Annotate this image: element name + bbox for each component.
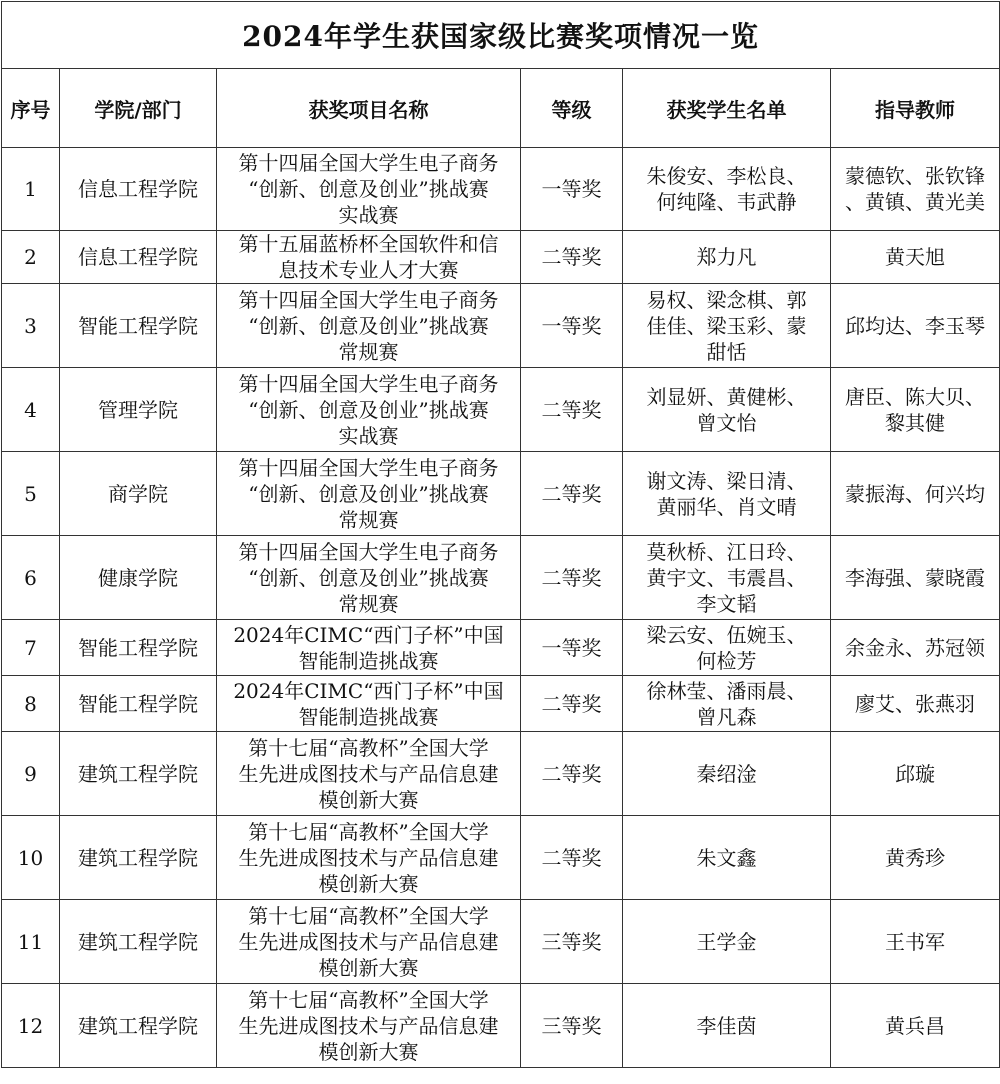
table-row [2, 732, 1000, 816]
cell-students-line: 郑力凡 [696, 245, 757, 269]
cell-project-line: 息技术专业人才大赛 [278, 258, 459, 282]
cell-students-line: 甜恬 [706, 339, 747, 364]
cell-teachers-line: 蒙德钦、张钦锋 [845, 164, 986, 188]
cell-project [217, 816, 521, 900]
cell-project [217, 284, 521, 368]
header-index: 序号 [2, 69, 60, 148]
cell-teachers [831, 368, 1000, 452]
cell-teachers-line: 唐臣、陈大贝、 [845, 384, 986, 409]
cell-students [623, 148, 831, 231]
cell-teachers-line: 黄秀珍 [885, 845, 946, 870]
cell-students [623, 732, 831, 816]
cell-project-line: 模创新大赛 [318, 787, 419, 812]
cell-project-line: “创新、创意及创业”挑战赛 [248, 565, 489, 590]
cell-project-line: 2024年CIMC“西门子杯”中国 [233, 622, 504, 647]
cell-students [623, 984, 831, 1068]
cell-students-line: 李佳茵 [696, 1013, 757, 1038]
cell-students-line: 李文韬 [696, 591, 757, 616]
table-body [2, 148, 1000, 1068]
table-row [2, 368, 1000, 452]
cell-project-line: 第十四届全国大学生电子商务 [238, 371, 499, 396]
table-row [2, 148, 1000, 231]
cell-level: 二等奖 [521, 676, 623, 732]
cell-teachers [831, 284, 1000, 368]
cell-teachers-line: 王书军 [885, 929, 946, 954]
cell-level: 三等奖 [521, 900, 623, 984]
cell-teachers [831, 452, 1000, 536]
cell-college: 建筑工程学院 [60, 732, 217, 816]
cell-index: 3 [2, 284, 60, 368]
cell-project [217, 732, 521, 816]
cell-project-line: 生先进成图技术与产品信息建 [238, 929, 499, 954]
cell-project-line: 第十七届“高教杯”全国大学 [248, 987, 489, 1012]
cell-students-line: 曾凡森 [696, 704, 757, 729]
cell-project-line: 第十四届全国大学生电子商务 [238, 287, 499, 312]
cell-index: 7 [2, 620, 60, 676]
cell-students [623, 368, 831, 452]
cell-teachers-line: 余金永、苏冠领 [845, 635, 986, 660]
cell-project [217, 368, 521, 452]
cell-project [217, 900, 521, 984]
cell-teachers [831, 620, 1000, 676]
cell-teachers [831, 732, 1000, 816]
table-row [2, 284, 1000, 368]
cell-project-line: “创新、创意及创业”挑战赛 [248, 313, 489, 338]
cell-college: 信息工程学院 [60, 231, 217, 284]
cell-project [217, 148, 521, 231]
cell-students-line: 徐林莹、潘雨晨、 [646, 678, 807, 703]
cell-project-line: 实战赛 [338, 203, 399, 227]
cell-college: 建筑工程学院 [60, 984, 217, 1068]
cell-college: 商学院 [60, 452, 217, 536]
cell-students-line: 谢文涛、梁日清、 [646, 468, 807, 493]
cell-teachers-line: 蒙振海、何兴均 [845, 481, 986, 506]
cell-college: 智能工程学院 [60, 284, 217, 368]
cell-project-line: 第十七届“高教杯”全国大学 [248, 735, 489, 760]
cell-students-line: 黄宇文、韦震昌、 [646, 565, 807, 590]
cell-college: 建筑工程学院 [60, 900, 217, 984]
cell-level: 一等奖 [521, 148, 623, 231]
cell-project [217, 984, 521, 1068]
table-title: 2024年学生获国家级比赛奖项情况一览 [2, 2, 1000, 69]
header-project: 获奖项目名称 [217, 69, 521, 148]
awards-table [1, 1, 1000, 1068]
cell-teachers-line: 黄天旭 [885, 245, 946, 269]
cell-index: 2 [2, 231, 60, 284]
cell-teachers-line: 邱璇 [895, 761, 936, 786]
header-students: 获奖学生名单 [623, 69, 831, 148]
cell-college: 智能工程学院 [60, 676, 217, 732]
cell-students-line: 朱文鑫 [696, 845, 757, 870]
cell-students-line: 易权、梁念棋、郭 [646, 287, 807, 312]
cell-students-line: 黄丽华、肖文晴 [656, 494, 797, 519]
cell-students-line: 曾文怡 [696, 410, 757, 435]
cell-level: 一等奖 [521, 620, 623, 676]
cell-project-line: 第十七届“高教杯”全国大学 [248, 819, 489, 844]
cell-index: 4 [2, 368, 60, 452]
cell-project-line: 第十五届蓝桥杯全国软件和信 [238, 232, 499, 256]
cell-students-line: 刘显妍、黄健彬、 [646, 384, 807, 409]
cell-project [217, 536, 521, 620]
table-row [2, 231, 1000, 284]
cell-teachers [831, 148, 1000, 231]
cell-teachers [831, 984, 1000, 1068]
cell-project-line: 2024年CIMC“西门子杯”中国 [233, 678, 504, 703]
cell-students-line: 何纯隆、韦武静 [656, 190, 797, 214]
table-row [2, 900, 1000, 984]
cell-teachers [831, 676, 1000, 732]
cell-project-line: 第十四届全国大学生电子商务 [238, 455, 499, 480]
cell-project-line: 常规赛 [338, 339, 399, 364]
cell-level: 二等奖 [521, 816, 623, 900]
cell-project-line: “创新、创意及创业”挑战赛 [248, 481, 489, 506]
cell-project-line: 智能制造挑战赛 [298, 704, 439, 729]
cell-teachers-line: 、黄镇、黄光美 [845, 190, 986, 214]
cell-students [623, 536, 831, 620]
cell-project-line: 生先进成图技术与产品信息建 [238, 845, 499, 870]
cell-students-line: 秦绍淦 [696, 761, 757, 786]
cell-index: 12 [2, 984, 60, 1068]
cell-index: 5 [2, 452, 60, 536]
cell-index: 1 [2, 148, 60, 231]
cell-project [217, 620, 521, 676]
cell-college: 建筑工程学院 [60, 816, 217, 900]
cell-college: 管理学院 [60, 368, 217, 452]
cell-students [623, 452, 831, 536]
cell-project [217, 452, 521, 536]
cell-level: 二等奖 [521, 536, 623, 620]
header-row [2, 69, 1000, 148]
cell-level: 二等奖 [521, 231, 623, 284]
table-row [2, 676, 1000, 732]
cell-project [217, 676, 521, 732]
cell-index: 8 [2, 676, 60, 732]
cell-students-line: 佳佳、梁玉彩、蒙 [646, 313, 807, 338]
cell-college: 健康学院 [60, 536, 217, 620]
header-level: 等级 [521, 69, 623, 148]
header-teachers: 指导教师 [831, 69, 1000, 148]
cell-index: 11 [2, 900, 60, 984]
cell-students [623, 816, 831, 900]
cell-teachers-line: 李海强、蒙晓霞 [845, 565, 986, 590]
cell-students [623, 676, 831, 732]
cell-project-line: 常规赛 [338, 591, 399, 616]
cell-students [623, 620, 831, 676]
cell-teachers [831, 816, 1000, 900]
cell-project-line: 常规赛 [338, 507, 399, 532]
cell-index: 10 [2, 816, 60, 900]
cell-students-line: 何检芳 [696, 648, 757, 673]
cell-project-line: 模创新大赛 [318, 955, 419, 980]
cell-teachers-line: 黄兵昌 [885, 1013, 946, 1038]
cell-teachers [831, 536, 1000, 620]
table-row [2, 816, 1000, 900]
cell-college: 信息工程学院 [60, 148, 217, 231]
cell-students [623, 284, 831, 368]
cell-students-line: 梁云安、伍婉玉、 [646, 622, 807, 647]
cell-students-line: 朱俊安、李松良、 [646, 164, 807, 188]
cell-college: 智能工程学院 [60, 620, 217, 676]
cell-project-line: 第十四届全国大学生电子商务 [238, 539, 499, 564]
cell-project [217, 231, 521, 284]
cell-project-line: 智能制造挑战赛 [298, 648, 439, 673]
cell-teachers [831, 231, 1000, 284]
table-row [2, 536, 1000, 620]
cell-project-line: 模创新大赛 [318, 1039, 419, 1064]
table-row [2, 620, 1000, 676]
cell-students-line: 莫秋桥、江日玲、 [646, 539, 807, 564]
cell-level: 二等奖 [521, 732, 623, 816]
cell-students-line: 王学金 [696, 929, 757, 954]
table-row [2, 452, 1000, 536]
cell-teachers [831, 900, 1000, 984]
cell-project-line: 生先进成图技术与产品信息建 [238, 1013, 499, 1038]
cell-level: 三等奖 [521, 984, 623, 1068]
cell-index: 6 [2, 536, 60, 620]
cell-project-line: 第十七届“高教杯”全国大学 [248, 903, 489, 928]
cell-students [623, 900, 831, 984]
cell-teachers-line: 廖艾、张燕羽 [855, 691, 976, 716]
cell-project-line: “创新、创意及创业”挑战赛 [248, 397, 489, 422]
cell-project-line: 生先进成图技术与产品信息建 [238, 761, 499, 786]
cell-level: 二等奖 [521, 452, 623, 536]
table-row [2, 984, 1000, 1068]
cell-project-line: 实战赛 [338, 423, 399, 448]
cell-project-line: “创新、创意及创业”挑战赛 [248, 177, 489, 201]
cell-index: 9 [2, 732, 60, 816]
cell-teachers-line: 黎其健 [885, 410, 946, 435]
cell-level: 二等奖 [521, 368, 623, 452]
cell-project-line: 模创新大赛 [318, 871, 419, 896]
cell-students [623, 231, 831, 284]
header-college: 学院/部门 [60, 69, 217, 148]
cell-level: 一等奖 [521, 284, 623, 368]
cell-teachers-line: 邱均达、李玉琴 [845, 313, 986, 338]
cell-project-line: 第十四届全国大学生电子商务 [238, 151, 499, 175]
